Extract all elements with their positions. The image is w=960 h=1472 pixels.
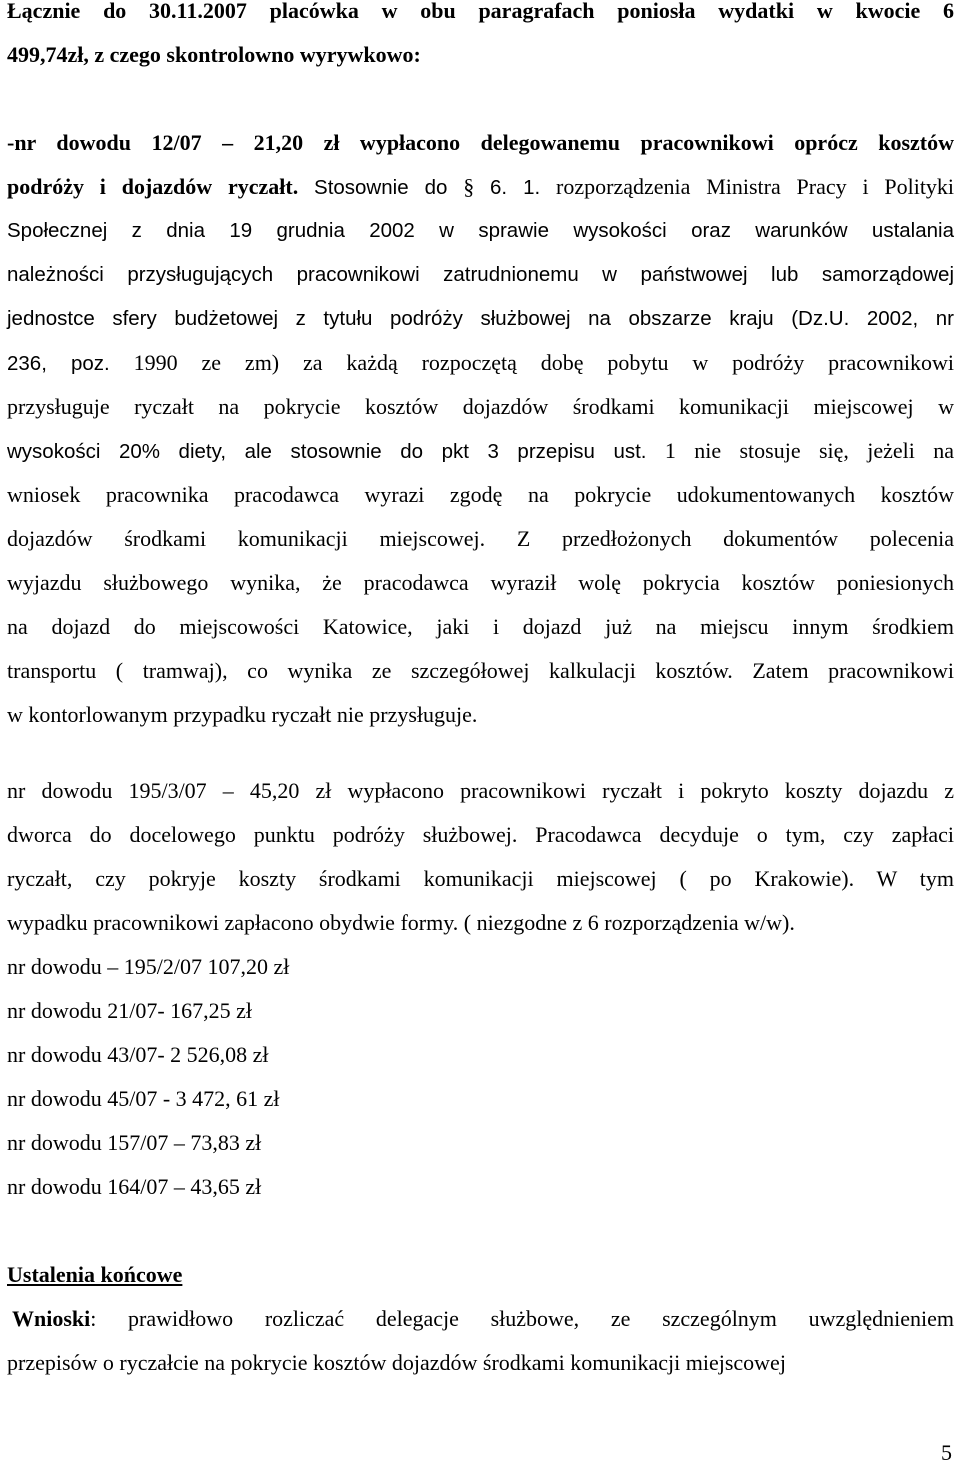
item1-line-2-serif: rozporządzenia Ministra Pracy i Polityki [556,174,955,199]
receipt-line: nr dowodu 45/07 - 3 472, 61 zł [7,1086,280,1111]
item2-line-3: ryczałt, czy pokryje koszty środkami komunikacji miejscowej ( po Krakowie). W tym [7,866,954,891]
summary-line-2: 499,74zł, z czego skontrolowno wyrywkowo: [7,42,421,67]
receipt-line: nr dowodu 157/07 – 73,83 zł [7,1130,262,1155]
item1-line-2-sans: Stosownie do [314,176,448,199]
item1-line-5: jednostce sfery budżetowej z tytułu podróży służbowej na obszarze kraju (Dz.U. 2002, nr [7,307,954,330]
item1-line-3: Społecznej z dnia 19 grudnia 2002 w sprawie wysokości oraz warunków ustalania [7,219,954,242]
receipt-line: nr dowodu – 195/2/07 107,20 zł [7,954,290,979]
paragraph-sign-icon: § [463,174,475,199]
item2-line-2: dworca do docelowego punktu podróży służbowej. Pracodawca decyduje o tym, czy zapłaci [7,822,954,847]
item1-line-12: na dojazd do miejscowości Katowice, jaki i dojazd już na miejscu innym środkiem [7,614,954,639]
item1-last-line: w kontorlowanym przypadku ryczałt nie przysługuje. [7,702,478,727]
item1-line-7: przysługuje ryczałt na pokrycie kosztów dojazdów środkami komunikacji miejscowej w [7,394,954,419]
item2-line-1: nr dowodu 195/3/07 – 45,20 zł wypłacono pracownikowi ryczałt i pokryto koszty dojazdu z [7,778,954,803]
receipt-line: nr dowodu 43/07- 2 526,08 zł [7,1042,269,1067]
page-number: 5 [941,1440,952,1465]
conclusions-line-2: przepisów o ryczałcie na pokrycie kosztów dojazdów środkami komunikacji miejscowej [7,1350,786,1375]
final-heading: Ustalenia końcowe [7,1262,183,1287]
conclusions-line-1 [12,1306,954,1334]
item1-line-6 [7,350,954,378]
conclusions-label: Wnioski [12,1306,91,1331]
item1-line-11: wyjazdu służbowego wynika, że pracodawca wyraził wolę pokrycia kosztów poniesionych [7,570,954,595]
receipt-line: nr dowodu 164/07 – 43,65 zł [7,1174,262,1199]
item1-line-1: -nr dowodu 12/07 – 21,20 zł wypłacono delegowanemu pracownikowi oprócz kosztów [7,130,954,155]
item1-line-10: dojazdów środkami komunikacji miejscowej. Z przedłożonych dokumentów polecenia [7,526,954,551]
item1-line-2 [7,174,954,202]
summary-line-1: Łącznie do 30.11.2007 placówka w obu paragrafach poniosła wydatki w kwocie 6 [7,0,954,23]
item1-line-2-sans2: 6. 1. [490,176,541,199]
item1-line-6-sans: 236, poz. [7,352,110,375]
conclusions-text-1: : prawidłowo rozliczać delegacje służbowe, ze szczególnym uwzględnieniem [90,1306,954,1331]
receipt-line: nr dowodu 21/07- 167,25 zł [7,998,253,1023]
item1-line-4: należności przysługujących pracownikowi zatrudnionemu w państwowej lub samorządowej [7,263,954,286]
item1-line-9: wniosek pracownika pracodawca wyrazi zgodę na pokrycie udokumentowanych kosztów [7,482,954,507]
item1-line-6-serif: 1990 ze zm) za każdą rozpoczętą dobę pobytu w podróży pracownikowi [133,350,955,375]
item2-last-line: wypadku pracownikowi zapłacono obydwie formy. ( niezgodne z 6 rozporządzenia w/w). [7,910,795,935]
item1-line-8 [7,438,954,466]
item1-line-8-serif: 1 nie stosuje się, jeżeli na [664,438,954,463]
item1-line-2-bold: podróży i dojazdów ryczałt. [7,174,299,199]
item1-line-8-sans: wysokości 20% diety, ale stosownie do pkt 3 przepisu ust. [7,440,647,463]
item1-line-13: transportu ( tramwaj), co wynika ze szczegółowej kalkulacji kosztów. Zatem pracownikowi [7,658,954,683]
